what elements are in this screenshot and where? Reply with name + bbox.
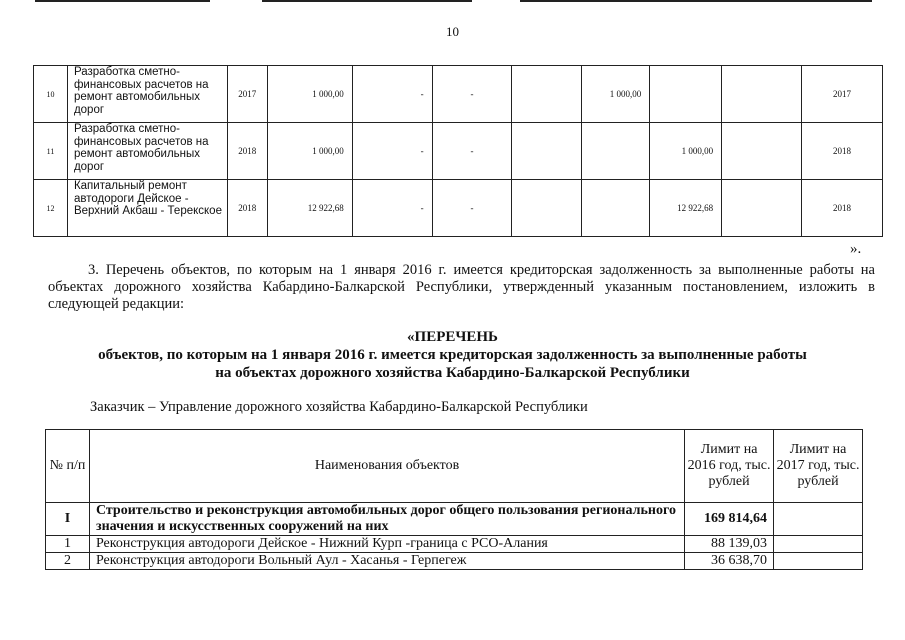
object-name: Разработка сметно-финансовых расчетов на ремонт автомобильных дорог [67,66,227,123]
page-number: 10 [446,24,459,39]
amount-cell: 1 000,00 [582,66,650,123]
amount-cell [722,123,802,180]
amount-cell: - [352,66,432,123]
amount-cell: 12 922,68 [650,180,722,237]
object-name: Реконструкция автодороги Дейское - Нижний Курп -граница с РСО-Алания [89,536,684,553]
row-number: 11 [34,123,68,180]
section-number: I [46,503,90,536]
year-cell: 2018 [227,180,267,237]
debt-objects-table [45,429,863,570]
section-limit-2017 [774,503,863,536]
limit-2016: 36 638,70 [685,553,774,570]
total-cell: 1 000,00 [267,66,352,123]
object-name: Разработка сметно-финансовых расчетов на ремонт автомобильных дорог [67,123,227,180]
paragraph-text: 3. Перечень объектов, по которым на 1 января 2016 г. имеется кредиторская задолженность за выполненные работы на объектах дорожного хозяйства Кабардино-Балкарской Республики, утвержденный указанным постановлением, изложить в следующей редакции: [48,262,875,312]
amount-cell [722,66,802,123]
top-rule-right [520,0,872,2]
section-limit-2016: 169 814,64 [685,503,774,536]
amount-cell: - [432,66,512,123]
amount-cell [582,180,650,237]
object-name: Реконструкция автодороги Вольный Аул - Хасанья - Герпегеж [89,553,684,570]
section-row [46,503,863,536]
top-rule-middle [262,0,472,2]
header-num: № п/п [46,430,90,503]
amount-cell: - [432,180,512,237]
table-row [34,123,883,180]
amount-cell [512,180,582,237]
list-title-line: на объектах дорожного хозяйства Кабардино-Балкарской Республики [215,365,690,381]
closing-quote: ». [850,241,862,257]
row-number: 12 [34,180,68,237]
table-row [34,66,883,123]
section-name: Строительство и реконструкция автомобильных дорог общего пользования регионального значения и искусственных сооружений на них [89,503,684,536]
list-title [0,328,905,382]
limit-2016: 88 139,03 [685,536,774,553]
end-year-cell: 2017 [802,66,883,123]
table-header-row [46,430,863,503]
top-rule-left [35,0,210,2]
end-year-cell: 2018 [802,180,883,237]
objects-table-continued [33,65,883,237]
list-title-heading: «ПЕРЕЧЕНЬ [407,329,498,345]
row-number: 10 [34,66,68,123]
amount-cell [512,66,582,123]
table-row [46,553,863,570]
amount-cell [650,66,722,123]
year-cell: 2017 [227,66,267,123]
customer-line: Заказчик – Управление дорожного хозяйства Кабардино-Балкарской Республики [90,399,588,415]
limit-2017 [774,553,863,570]
amendment-paragraph [48,262,875,313]
row-number: 1 [46,536,90,553]
amount-cell: - [352,123,432,180]
amount-cell [512,123,582,180]
amount-cell: - [352,180,432,237]
table-row [34,180,883,237]
row-number: 2 [46,553,90,570]
total-cell: 1 000,00 [267,123,352,180]
header-limit-2016: Лимит на 2016 год, тыс. рублей [685,430,774,503]
header-name: Наименования объектов [89,430,684,503]
amount-cell [582,123,650,180]
table-row [46,536,863,553]
limit-2017 [774,536,863,553]
amount-cell: 1 000,00 [650,123,722,180]
amount-cell: - [432,123,512,180]
object-name: Капитальный ремонт автодороги Дейское - Верхний Акбаш - Терекское [67,180,227,237]
list-title-line: объектов, по которым на 1 января 2016 г. имеется кредиторская задолженность за выполненные работы [98,347,807,363]
year-cell: 2018 [227,123,267,180]
end-year-cell: 2018 [802,123,883,180]
header-limit-2017: Лимит на 2017 год, тыс. рублей [774,430,863,503]
amount-cell [722,180,802,237]
total-cell: 12 922,68 [267,180,352,237]
